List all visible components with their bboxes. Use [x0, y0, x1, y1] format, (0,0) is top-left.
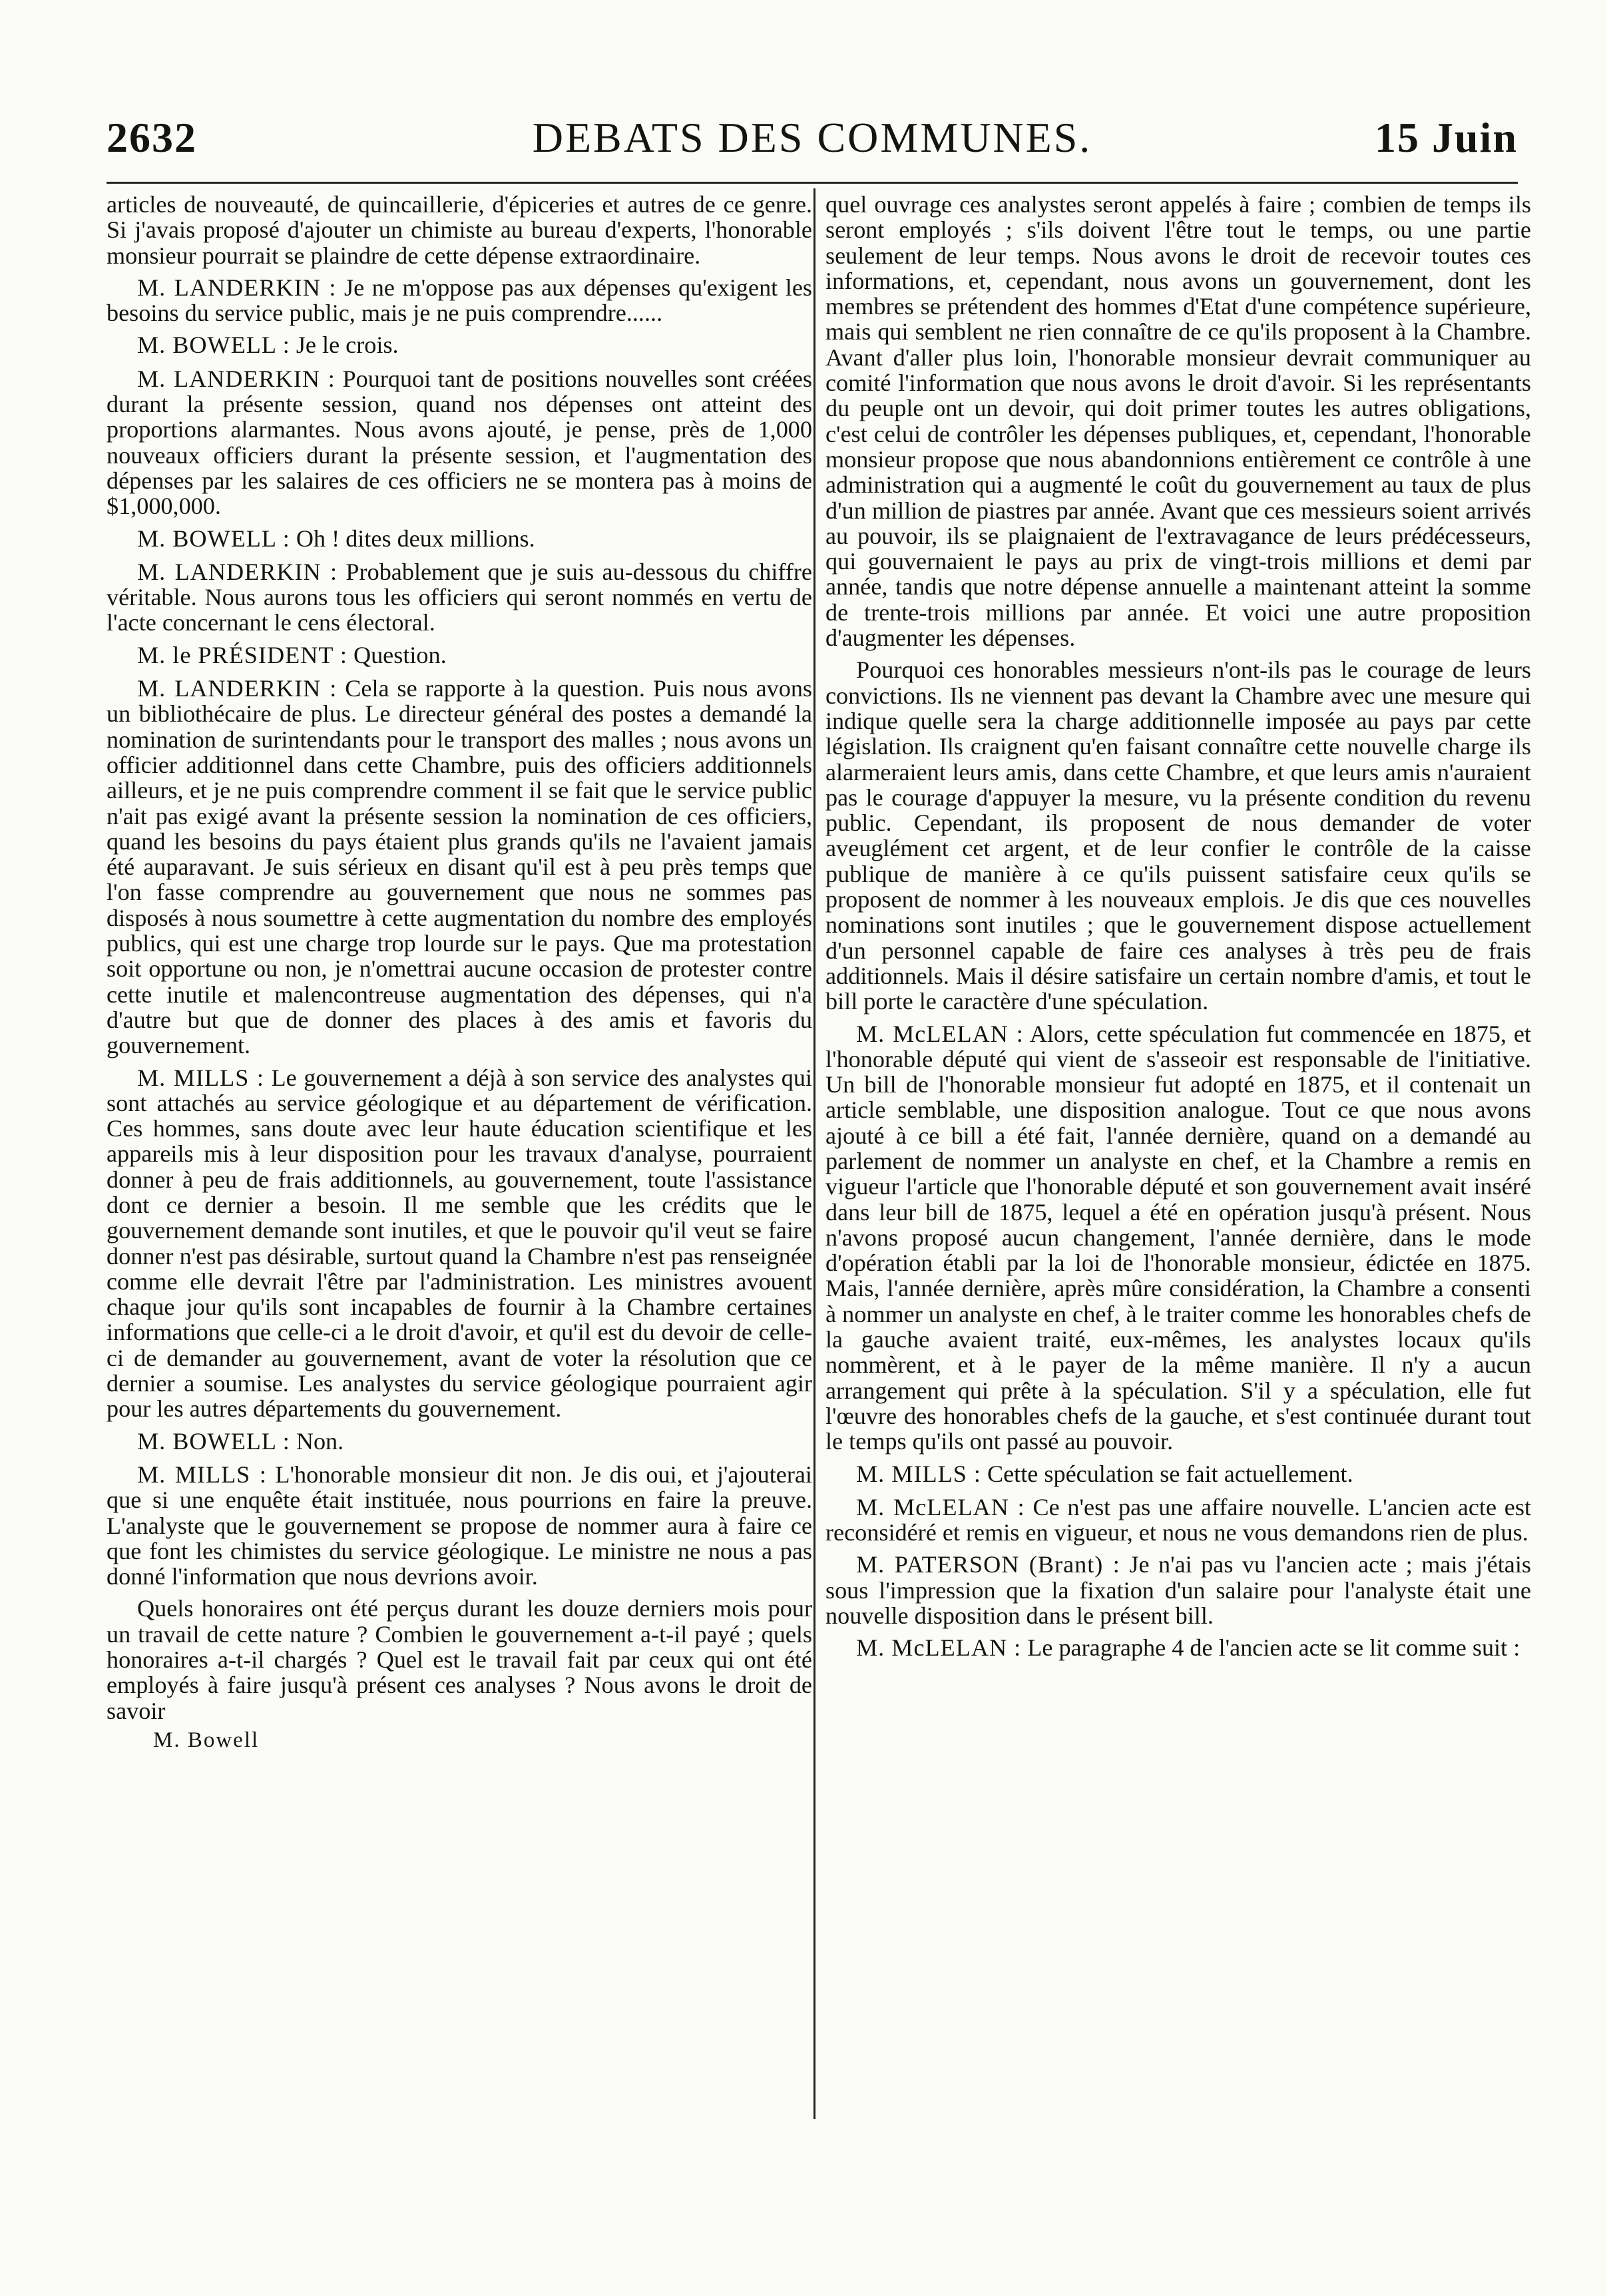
- paragraph: [825, 192, 1531, 650]
- speaker-name: M. McLELAN :: [856, 1020, 1024, 1047]
- paragraph: [825, 657, 1531, 1014]
- page-signature: M. Bowell: [153, 1727, 260, 1752]
- paragraph-text: Quels honoraires ont été perçus durant les douze derniers mois pour un travail de cette nature ? Combien le gouvernement a-t-il payé ; quels honoraires a-t-il chargés ? Quel est le travail fait par ceux qui ont été employés à faire jusqu'à présent ces analyses ? Nous avons le droit de savoir: [107, 1595, 812, 1724]
- paragraph-text: Je le crois.: [296, 332, 399, 359]
- paragraph: [107, 1429, 812, 1454]
- paragraph: [107, 192, 812, 268]
- page-number: 2632: [107, 114, 197, 161]
- paragraph-text: Je ne m'oppose pas aux dépenses qu'exigent les besoins du service public, mais je ne puis comprendre......: [107, 274, 812, 327]
- speaker-name: M. McLELAN :: [856, 1493, 1025, 1520]
- paragraph: [825, 1494, 1531, 1546]
- paragraph-text: Cela se rapporte à la question. Puis nous avons un bibliothécaire de plus. Le directeur général des postes a demandé la nomination de surintendants pour le transport des malles ; nous avons un officier additionnel dans cette Chambre, puis des officiers additionnels ailleurs, et je ne puis comprendre comment il se fait que le service public n'ait pas exigé avant la présente session la nomination de ces officiers, quand les besoins du pays étaient plus grands qu'ils ne l'avaient jamais été auparavant. Je suis sérieux en disant qu'il est à peu près temps que l'on fasse comprendre au gouvernement que nous ne sommes pas disposés à nous soumettre à cette augmentation du nombre des employés publics, qui est une charge trop lourde sur le pays. Que ma protestation soit opportune ou non, je n'omettrai aucune occasion de protester contre cette inutile et malencontreuse augmentation des dépenses, qui n'a d'autre but que de donner des places à des amis et favoris du gouvernement.: [107, 675, 812, 1059]
- page-date: 15 Juin: [1375, 114, 1518, 161]
- paragraph: [825, 1021, 1531, 1455]
- paragraph-text: Oh ! dites deux millions.: [296, 525, 535, 552]
- paragraph: [107, 1462, 812, 1589]
- paragraph-text: Probablement que je suis au-dessous du chiffre véritable. Nous aurons tous les officiers qui seront nommés en vertu de l'acte concernant le cens électoral.: [107, 558, 812, 636]
- speaker-name: M. le PRÉSIDENT :: [137, 641, 347, 668]
- paragraph-text: Le paragraphe 4 de l'ancien acte se lit comme suit :: [1027, 1634, 1520, 1662]
- page-header: [107, 107, 1518, 180]
- column-divider: [813, 188, 815, 2119]
- paragraph-text: Question.: [353, 641, 447, 668]
- speaker-name: M. LANDERKIN :: [137, 558, 338, 585]
- paragraph-text: Ce n'est pas une affaire nouvelle. L'ancien acte est reconsidéré et remis en vigueur, et nous ne vous demandons rien de plus.: [825, 1493, 1531, 1546]
- paragraph-text: Non.: [296, 1427, 344, 1455]
- speaker-name: M. BOWELL :: [137, 525, 290, 552]
- paragraph: [107, 366, 812, 519]
- page-title: DEBATS DES COMMUNES.: [532, 114, 1092, 161]
- paragraph: [107, 275, 812, 326]
- speaker-name: M. LANDERKIN :: [137, 365, 336, 392]
- paragraph: [107, 332, 812, 357]
- speaker-name: M. BOWELL :: [137, 1427, 290, 1455]
- paragraph: [107, 642, 812, 668]
- speaker-name: M. MILLS :: [137, 1461, 267, 1488]
- paragraph: [825, 1461, 1531, 1487]
- paragraph-text: Pourquoi tant de positions nouvelles sont créées durant la présente session, quand nos dépenses ont atteint des proportions alarmantes. Nous avons ajouté, je pense, près de 1,000 nouveaux officiers durant la présente session, et l'augmentation des dépenses par les salaires de ces officiers ne se montera pas à moins de $1,000,000.: [107, 365, 813, 520]
- speaker-name: M. LANDERKIN :: [137, 675, 338, 702]
- paragraph-text: L'honorable monsieur dit non. Je dis oui, et j'ajouterai que si une enquête était instituée, nous pourrions en faire la preuve. L'analyste que le gouvernement se propose de nommer aura à faire ce que font les chimistes du service géologique. Le ministre ne nous a pas donné l'information que nous devrions avoir.: [107, 1461, 812, 1590]
- speaker-name: M. MILLS :: [137, 1064, 264, 1091]
- paragraph: [107, 559, 812, 636]
- speaker-name: M. PATERSON (Brant) :: [856, 1551, 1120, 1578]
- paragraph: [825, 1552, 1531, 1628]
- header-rule: [107, 182, 1518, 184]
- paragraph-text: articles de nouveauté, de quincaillerie, d'épiceries et autres de ce genre. Si j'avais proposé d'ajouter un chimiste au bureau d'experts, l'honorable monsieur pourrait se plaindre de cette dépense extraordinaire.: [107, 191, 812, 269]
- paragraph-text: Le gouvernement a déjà à son service des analystes qui sont attachés au service géologique et au département de vérification. Ces hommes, sans doute avec leur haute éducation scientifique et les appareils mis à leur disposition pour les travaux d'analyse, pourraient donner à peu de frais additionnels, au gouvernement, toute l'assistance dont ce dernier a besoin. Il me semble que les crédits que le gouvernement demande sont inutiles, et que le pouvoir qu'il veut se faire donner n'est pas désirable, surtout quand la Chambre n'est pas renseignée comme elle devrait l'être par l'administration. Les ministres avouent chaque jour qu'ils sont incapables de fournir à la Chambre certaines informations que celle-ci a le droit d'avoir, et qu'il est du devoir de celle-ci de demander au gouvernement, avant de voter la résolution que ce dernier a soumise. Les analystes du service géologique pourraient agir pour les autres départements du gouvernement.: [107, 1064, 812, 1423]
- paragraph-text: Pourquoi ces honorables messieurs n'ont-ils pas le courage de leurs convictions. Ils ne viennent pas devant la Chambre avec une mesure qui indique quelle sera la charge additionnelle imposée au pays par cette législation. Ils craignent qu'en faisant connaître cette nouvelle charge ils alarmeraient leurs amis, dans cette Chambre, et que leurs amis n'auraient pas le courage d'appuyer la mesure, vu la présente condition du revenu public. Cependant, ils proposent de nous demander de voter aveuglément cet argent, et de leur confier le contrôle de la caisse publique de manière à ce qu'ils puissent satisfaire ceux qu'ils se proposent de nommer à les nouveaux emplois. Je dis que ces nouvelles nominations sont inutiles ; que le gouvernement dispose actuellement d'un personnel capable de faire ces analyses à très peu de frais additionnels. Mais il désire satisfaire un certain nombre d'amis, et tout le bill porte le caractère d'une spéculation.: [825, 656, 1531, 1015]
- speaker-name: M. MILLS :: [856, 1460, 981, 1487]
- speaker-name: M. BOWELL :: [137, 332, 290, 359]
- paragraph: [107, 526, 812, 551]
- right-column: [825, 192, 1531, 1668]
- paragraph-text: Cette spéculation se fait actuellement.: [987, 1460, 1353, 1487]
- paragraph-text: Alors, cette spéculation fut commencée en 1875, et l'honorable député qui vient de s'asseoir est responsable de l'initiative. Un bill de l'honorable monsieur fut adopté en 1875, et il contenait un article semblable, une disposition analogue. Tout ce que nous avons ajouté à ce bill a été fait, l'année dernière, quand on a demandé au parlement de nommer un analyste en chef, et la Chambre a remis en vigueur l'article que l'honorable député et son gouvernement avait inséré dans leur bill de 1875, lequel a été en opération jusqu'à présent. Nous n'avons proposé aucun changement, l'année dernière, dans le mode d'opération établi par la loi de l'honorable monsieur, édictée en 1875. Mais, l'année dernière, après mûre considération, la Chambre a consenti à nommer un analyste en chef, à le traiter comme les honorables chefs de la gauche avaient traité, eux-mêmes, les analystes locaux qu'ils nommèrent, et à le payer de la même manière. Il n'y a aucun arrangement qui prête à la spéculation. S'il y a spéculation, elle fut l'œuvre des honorables chefs de la gauche, et s'est continuée durant tout le temps qu'ils ont passé au pouvoir.: [825, 1020, 1531, 1455]
- speaker-name: M. LANDERKIN :: [137, 274, 337, 301]
- left-column: [107, 192, 812, 1753]
- speaker-name: M. McLELAN :: [856, 1634, 1022, 1662]
- paragraph-text: Je n'ai pas vu l'ancien acte ; mais j'étais sous l'impression que la fixation d'un salaire pour l'analyste était une nouvelle disposition dans le présent bill.: [825, 1551, 1531, 1630]
- paragraph-text: quel ouvrage ces analystes seront appelés à faire ; combien de temps ils seront employés ; s'ils doivent l'être tout le temps, ou une partie seulement de leur temps. Nous avons le droit de recevoir toutes ces informations, et, cependant, nous avons un gouvernement, dont les membres se prétendent des hommes d'Etat d'une compétence supérieure, mais qui semblent ne rien connaître de ce qu'ils proposent à la Chambre. Avant d'aller plus loin, l'honorable monsieur devrait communiquer au comité l'information que nous avons le droit d'avoir. Si les représentants du peuple ont un devoir, qui doit primer toutes les autres obligations, c'est celui de contrôler les dépenses publiques, et, cependant, l'honorable monsieur propose que nous abandonnions entièrement ce contrôle à une administration qui a augmenté le coût du gouvernement au taux de plus d'un million de piastres par année. Avant que ces messieurs soient arrivés au pouvoir, ils se plaignaient de l'extravagance de leurs prédécesseurs, qui gouvernaient le pays au prix de vingt-trois millions et demi par année, tandis que notre dépense annuelle a maintenant atteint la somme de trente-trois millions par année. Et voici une autre proposition d'augmenter les dépenses.: [825, 191, 1531, 652]
- paragraph: [107, 1596, 812, 1723]
- paragraph: [107, 1065, 812, 1422]
- paragraph: [107, 676, 812, 1058]
- paragraph: [825, 1635, 1531, 1660]
